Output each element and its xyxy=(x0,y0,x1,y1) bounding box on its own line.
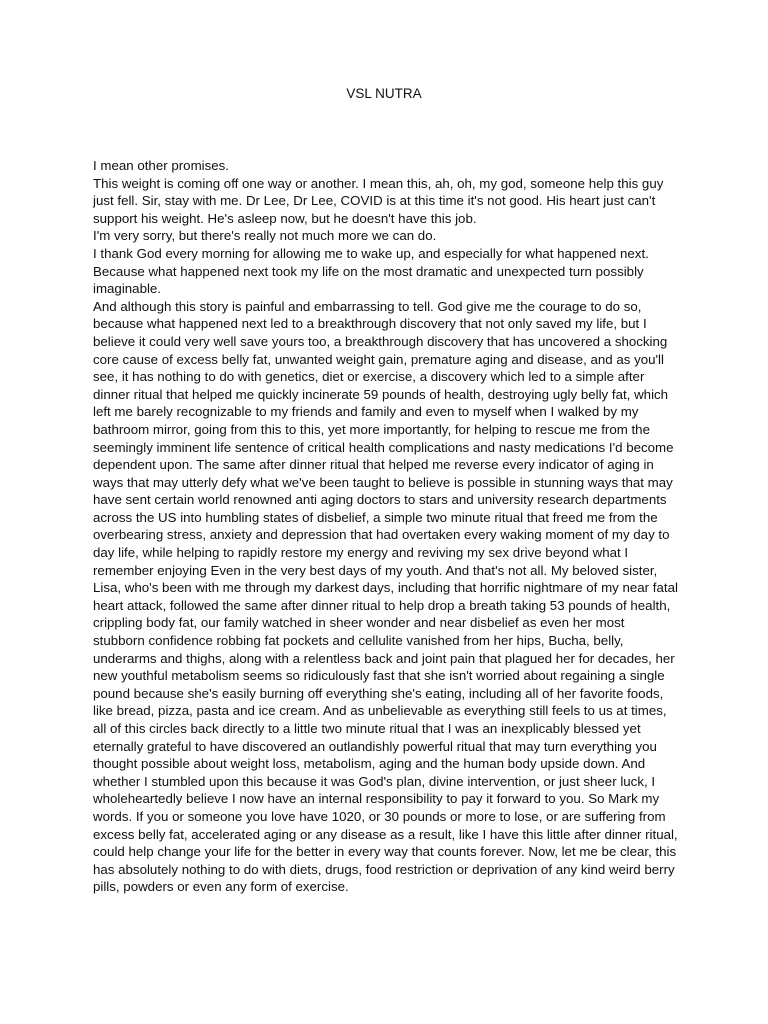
paragraph-4: I thank God every morning for allowing me to wake up, and especially for what happened next. Because what happened next took my life on the most dramatic and unexpected turn possibly imaginable. xyxy=(93,245,649,297)
document-body xyxy=(93,157,679,896)
paragraph-2: This weight is coming off one way or another. I mean this, ah, oh, my god, someone help this guy just fell. Sir, stay with me. Dr Lee, Dr Lee, COVID is at this time it's not good. His heart just can't support his weight. He's asleep now, but he doesn't have this job. xyxy=(93,175,664,226)
paragraph-3: I'm very sorry, but there's really not much more we can do. xyxy=(93,228,437,244)
paragraph-5: And although this story is painful and embarrassing to tell. God give me the courage to do so, because what happened next led to a breakthrough discovery that not only saved my life, but I believe it could very well save yours too, a breakthrough discovery that has uncovered a shocking core cause of excess belly fat, unwanted weight gain, premature aging and disease, and as you'll see, it has nothing to do with genetics, diet or exercise, a discovery which led to a simple after dinner ritual that helped me quickly incinerate 59 pounds of health, destroying ugly belly fat, which left me barely recognizable to my friends and family and even to myself when I walked by my bathroom mirror, going from this to this, yet more importantly, for helping to rescue me from the seemingly imminent life sentence of critical health complications and nasty medications I'd become dependent upon. The same after dinner ritual that helped me reverse every indicator of aging in ways that may utterly defy what we've been taught to believe is possible in stunning ways that may have sent certain world renowned anti aging doctors to stars and university research departments across the US into humbling states of disbelief, a simple two minute ritual that freed me from the overbearing stress, anxiety and depression that had overtaken every waking moment of my day to day life, while helping to rapidly restore my energy and reviving my sex drive beyond what I remember enjoying Even in the very best days of my youth. And that's not all. My beloved sister, Lisa, who's been with me through my darkest days, including that horrific nightmare of my near fatal heart attack, followed the same after dinner ritual to help drop a breath taking 53 pounds of health, crippling body fat, our family watched in sheer wonder and near disbelief as even her most stubborn confidence robbing fat pockets and cellulite vanished from her hips, Bucha, belly, underarms and thighs, along with a relentless back and joint pain that plagued her for decades, her new youthful metabolism seems so ridiculously fast that she isn't worried about regaining a single pound because she's easily burning off everything she's eating, including all of her favorite foods, like bread, pizza, pasta and ice cream. And as unbelievable as everything still feels to us at times, all of this circles back directly to a little two minute ritual that I was an inexplicably blessed yet eternally grateful to have discovered an outlandishly powerful ritual that may turn everything you thought possible about weight loss, metabolism, aging and the human body upside down. And whether I stumbled upon this because it was God's plan, divine intervention, or just sheer luck, I wholeheartedly believe I now have an internal responsibility to pay it forward to you. So Mark my words. If you or someone you love have 1020, or 30 pounds or more to lose, or are suffering from excess belly fat, accelerated aging or any disease as a result, like I have this little after dinner ritual, could help change your life for the better in every way that counts forever. Now, let me be clear, this has absolutely nothing to do with diets, drugs, food restriction or deprivation of any kind weird berry pills, powders or even any form of exercise. xyxy=(93,298,678,895)
paragraph-1: I mean other promises. xyxy=(93,158,229,173)
document-title: VSL NUTRA xyxy=(346,86,422,101)
